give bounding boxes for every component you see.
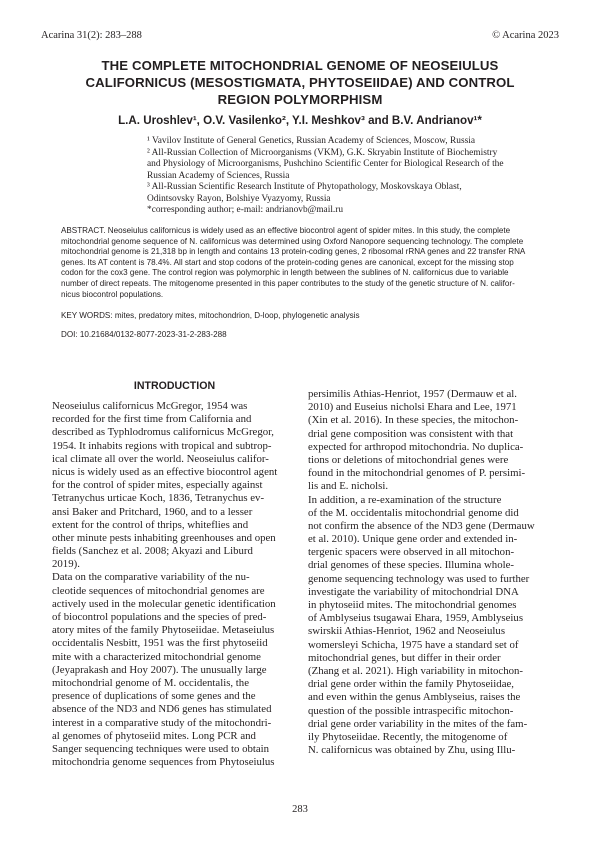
title-line: CALIFORNICUS (MESOSTIGMATA, PHYTOSEIIDAE) AND CONTROL [85,75,515,90]
body-text-line: atory mites of the family Phytoseiidae. Metaseiulus [52,624,275,637]
affiliation-line: ² All-Russian Collection of Microorganisms (VKM), G.K. Skryabin Institute of Biochemistry [147,147,498,158]
body-text-line: Sanger sequencing techniques were used to obtain [52,742,270,755]
abstract-line: mitochondrial genome is 21,318 bp in length and contains 13 protein-coding genes, 2 ribosomal rRNA genes and 22 transfer RNA [61,247,526,257]
body-text-line: al genomes of phytoseiid mites. Long PCR and [52,729,256,742]
corresponding-author-email: *corresponding author; e-mail: andrianovb@mail.ru [147,205,344,215]
copyright-notice: © Acarina 2023 [492,30,559,41]
doi-link[interactable]: DOI: 10.21684/0132-8077-2023-31-2-283-288 [61,330,227,339]
body-text-line: 2019). [52,558,80,571]
body-text-line: of the M. occidentalis mitochondrial genome did [308,506,519,519]
affiliation-line: Odintsovsky Rayon, Bolshiye Vyazyomy, Russia [147,193,331,204]
body-text-line: tions or deletions of mitochondrial genes were [308,453,509,466]
body-text-line: mitochondria genome sequences from Phytoseiulus [52,756,275,769]
section-heading: INTRODUCTION [133,380,216,392]
body-text-line: mitochondrial genes, but differ in their order [308,651,501,664]
article-title [40,57,560,108]
body-text-line: Data on the comparative variability of the nu- [52,571,250,584]
body-text-line: (Zhang et al. 2021). High variability in mitochon- [308,664,523,677]
body-column-right [308,388,553,757]
body-text-line: 1954. It inhabits regions with tropical and subtrop- [52,439,272,452]
body-text-line: and even within the genus Amblyseius, raises the [308,691,521,704]
page-number: 283 [292,804,308,815]
abstract [61,226,543,300]
body-text-line: other minute pests inhabiting greenhouses and open [52,531,276,544]
title-line: REGION POLYMORPHISM [217,92,383,107]
body-text-line: womersleyi Schicha, 1975 have a standard set of [308,638,519,651]
body-text-line: drial gene composition was consistent with that [308,427,514,440]
affiliation-line: ¹ Vavilov Institute of General Genetics, Russian Academy of Sciences, Moscow, Russia [147,136,476,146]
body-text-line: occidentalis Nesbitt, 1951 was the first phytoseiid [52,637,268,650]
body-text-line: described as Typhlodromus californicus McGregor, [52,426,274,439]
body-text-line: (Jeyaprakash and Hoy 2007). The unusually large [52,663,267,676]
affiliations [147,136,547,217]
body-text-line: nicus is widely used as an effective biocontrol agent [52,465,278,478]
body-text-line: mite with a characterized mitochondrial genome [52,650,261,663]
body-text-line: mitochondrial genome of M. occidentalis, the [52,676,249,689]
body-text-line: swirskii Athias-Henriot, 1962 and Neoseiulus [308,625,506,638]
abstract-line: nicus biocontrol populations. [61,289,164,299]
abstract-line: codon for the cox3 gene. The control region was polymorphic in length between the sublines of N. californicus due to variable [61,268,509,278]
body-text-line: for the control of spider mites, especially against [52,479,263,492]
body-text-line: genome sequencing technology was used to further [308,572,530,585]
body-text-line: in phytoseiid mites. The mitochondrial genomes [308,599,517,611]
body-text-line: cleotide sequences of mitochondrial genomes are [52,584,265,597]
abstract-line: ABSTRACT. Neoseiulus californicus is widely used as an effective biocontrol agent of spider mites. In this study, the complete [61,226,511,235]
abstract-line: mitochondrial genome sequence of N. californicus was determined using Oxford Nanopore sequencing technology. The complete [61,236,524,246]
body-text-line: Tetranychus urticae Koch, 1836, Tetranychus ev- [52,492,265,505]
body-text-line: fields (Sanchez et al. 2008; Akyazi and Liburd [52,545,253,558]
body-text-line: of biocontrol populations and the species of pred- [52,611,267,623]
body-text-line: of Amblyseius tsugawai Ehara, 1959, Amblyseius [308,612,524,625]
affiliation-line: Russian Academy of Sciences, Russia [147,170,290,181]
body-text-line: actively used in the molecular genetic identification [52,597,276,610]
body-text-line: presence of duplications of some genes and the [52,690,256,703]
body-text-line: extent for the control of thrips, whiteflies and [52,518,249,531]
affiliation-line: ³ All-Russian Scientific Research Institute of Phytopathology, Moskovskaya Oblast, [147,182,462,192]
body-text-line: recorded for the first time from California and [52,413,252,426]
body-text-line: found in the mitochondrial genomes of P. persimi- [308,467,526,480]
body-text-line: In addition, a re-examination of the structure [308,493,502,506]
body-text-line: expected for arthropod mitochondria. No duplica- [308,440,524,453]
body-text-line: not confirm the absence of the ND3 gene (Dermauw [308,519,535,532]
affiliation-line: and Physiology of Microorganisms, Pushchino Scientific Center for Biological Research of the [147,159,504,169]
body-text-line: N. californicus was obtained by Zhu, using Illu- [308,744,516,757]
body-text-line: (Xin et al. 2016). In these species, the mitochon- [308,414,519,427]
title-line: THE COMPLETE MITOCHONDRIAL GENOME OF NEOSEIULUS [101,58,499,73]
abstract-line: number of direct repeats. The mitogenome presented in this paper contributes to the study of the genetic structure of N. califor- [61,278,515,288]
body-text-line: lis and E. nicholsi. [308,480,389,493]
body-text-line: interest in a comparative study of the mitochondri- [52,716,272,729]
body-text-line: drial gene order within the family Phytoseiidae, [308,678,514,691]
body-text-line: drial gene order variability in the mites of the fam- [308,717,528,730]
body-text-line: ansi Baker and Pritchard, 1960, and to a lesser [52,505,253,518]
body-text-line: investigate the variability of mitochondrial DNA [308,585,519,598]
body-text-line: absence of the ND3 and ND6 genes has stimulated [52,703,272,716]
body-text-line: ical climate all over the world. Neoseiulus califor- [52,452,269,465]
keywords: KEY WORDS: mites, predatory mites, mitochondrion, D-loop, phylogenetic analysis [61,311,360,320]
body-text-line: 2010) and Euseius nicholsi Ehara and Lee, 1971 [308,401,517,414]
body-text-line: drial genomes of these species. Illumina whole- [308,559,514,572]
body-text-line: et al. 2010). Unique gene order and extended in- [308,533,518,546]
body-text-line: Neoseiulus californicus McGregor, 1954 was [52,400,248,412]
body-text-line: question of the possible intraspecific mitochon- [308,704,514,717]
body-text-line: ily Phytoseiidae. Recently, the mitogenome of [308,730,508,743]
abstract-line: genes. Its AT content is 78.4%. All start and stop codons of the protein-coding genes are canonical, except for the missing stop [61,257,514,267]
body-text-line: tergenic spacers were observed in all mitochon- [308,546,515,559]
author-list: L.A. Uroshlev¹, O.V. Vasilenko², Y.I. Meshkov³ and B.V. Andrianov¹* [118,114,482,127]
journal-citation: Acarina 31(2): 283–288 [41,30,142,41]
body-column-left [52,400,297,769]
body-text-line: persimilis Athias-Henriot, 1957 (Dermauw et al. [308,388,517,400]
